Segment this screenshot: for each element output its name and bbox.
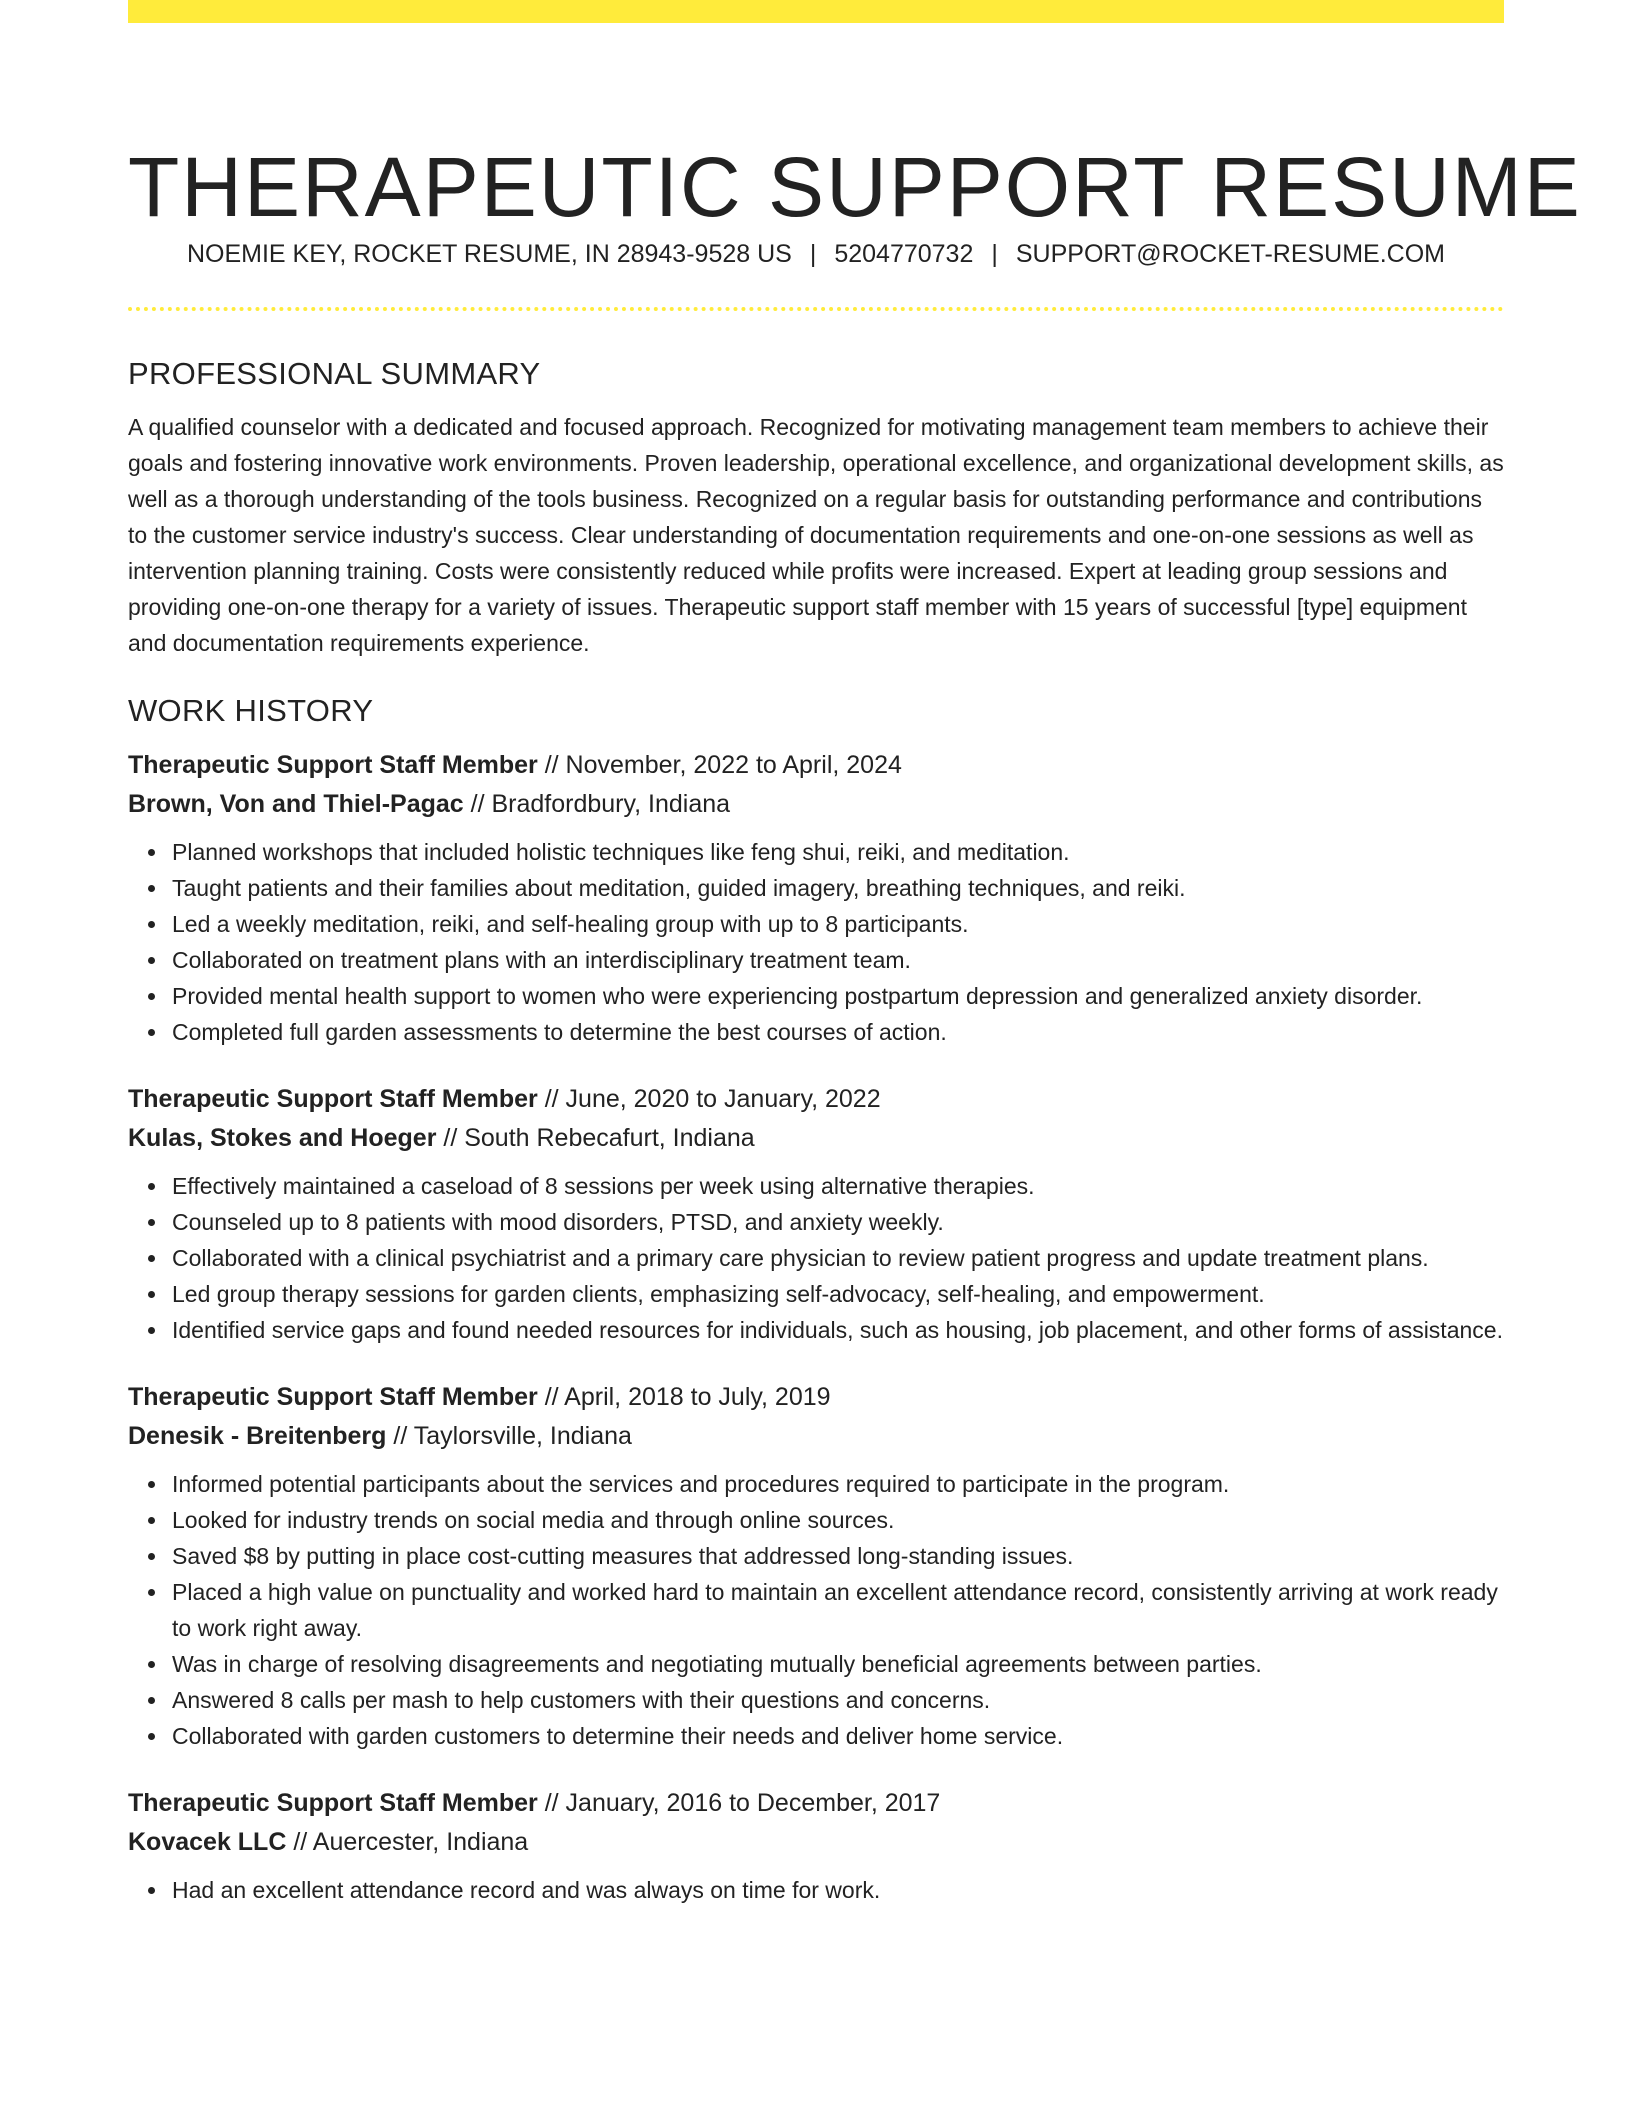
resume-page [128,0,1582,2112]
contact-email: SUPPORT@ROCKET-RESUME.COM [1015,240,1446,268]
job-bullet: Completed full garden assessments to determine the best courses of action. [172,1014,1504,1050]
contact-phone: 5204770732 [834,240,974,268]
job-bullet-list [128,834,1504,1050]
job-bullet: Led a weekly meditation, reiki, and self-healing group with up to 8 participants. [172,906,1504,942]
job-entry [128,1378,1504,1754]
job-bullet: Planned workshops that included holistic techniques like feng shui, reiki, and meditation. [172,834,1504,870]
accent-top-bar [128,0,1504,23]
job-bullet: Looked for industry trends on social media and through online sources. [172,1502,1504,1538]
job-title: Therapeutic Support Staff Member [128,1789,538,1817]
summary-heading: PROFESSIONAL SUMMARY [128,356,541,391]
job-company: Kulas, Stokes and Hoeger [128,1124,437,1152]
job-bullet-list [128,1872,1504,1908]
job-location: // Auercester, Indiana [286,1828,529,1856]
job-bullet-list [128,1466,1504,1754]
job-bullet: Was in charge of resolving disagreements and negotiating mutually beneficial agreements between parties. [172,1646,1504,1682]
job-location: // Taylorsville, Indiana [386,1422,632,1450]
work-history-list [128,746,1504,1908]
job-title-line [128,746,1504,785]
job-bullet: Had an excellent attendance record and was always on time for work. [172,1872,1504,1908]
job-entry [128,1784,1504,1908]
job-bullet: Informed potential participants about the services and procedures required to participate in the program. [172,1466,1504,1502]
job-bullet: Answered 8 calls per mash to help customers with their questions and concerns. [172,1682,1504,1718]
job-bullet: Counseled up to 8 patients with mood disorders, PTSD, and anxiety weekly. [172,1204,1504,1240]
job-company-line [128,1119,1504,1158]
job-bullet: Identified service gaps and found needed resources for individuals, such as housing, job placement, and other forms of assistance. [172,1312,1504,1348]
job-company: Denesik - Breitenberg [128,1422,387,1450]
work-history-heading: WORK HISTORY [128,693,374,728]
contact-address: NOEMIE KEY, ROCKET RESUME, IN 28943-9528 US [186,240,792,268]
job-bullet: Collaborated with a clinical psychiatrist and a primary care physician to review patient progress and update treatment plans. [172,1240,1504,1276]
contact-separator: | [809,240,817,268]
job-bullet: Effectively maintained a caseload of 8 sessions per week using alternative therapies. [172,1168,1504,1204]
job-title: Therapeutic Support Staff Member [128,1085,538,1113]
job-dates: // June, 2020 to January, 2022 [537,1085,881,1113]
job-location: // South Rebecafurt, Indiana [436,1124,755,1152]
job-company-line [128,1823,1504,1862]
job-company: Brown, Von and Thiel-Pagac [128,790,464,818]
job-bullet: Collaborated with garden customers to determine their needs and deliver home service. [172,1718,1504,1754]
job-company: Kovacek LLC [128,1828,287,1856]
contact-separator: | [991,240,998,268]
job-bullet: Placed a high value on punctuality and worked hard to maintain an excellent attendance record, consistently arriving at work ready to work right away. [172,1574,1504,1646]
job-title-line [128,1784,1504,1823]
job-entry [128,746,1504,1050]
job-bullet: Taught patients and their families about meditation, guided imagery, breathing techniques, and reiki. [172,870,1504,906]
job-bullet: Saved $8 by putting in place cost-cutting measures that addressed long-standing issues. [172,1538,1504,1574]
resume-title: THERAPEUTIC SUPPORT RESUME [128,140,1582,235]
job-company-line [128,1417,1504,1456]
summary-text: A qualified counselor with a dedicated and focused approach. Recognized for motivating management team members to achieve their goals and fostering innovative work environments. Proven leadership, operational excellence, and organizational development skills, as well as a thorough understanding of the tools business. Recognized on a regular basis for outstanding performance and contributions to the customer service industry's success. Clear understanding of documentation requirements and one-on-one sessions as well as intervention planning training. Costs were consistently reduced while profits were increased. Expert at leading group sessions and providing one-on-one therapy for a variety of issues. Therapeutic support staff member with 15 years of successful [type] equipment and documentation requirements experience. [128,414,1504,656]
job-bullet: Provided mental health support to women who were experiencing postpartum depression and generalized anxiety disorder. [172,978,1504,1014]
job-entry [128,1080,1504,1348]
job-company-line [128,785,1504,824]
job-dates: // April, 2018 to July, 2019 [537,1383,831,1411]
job-title: Therapeutic Support Staff Member [128,1383,538,1411]
job-title: Therapeutic Support Staff Member [128,751,538,779]
job-dates: // January, 2016 to December, 2017 [537,1789,941,1817]
dotted-divider [128,307,1504,311]
job-location: // Bradfordbury, Indiana [463,790,731,818]
job-bullet: Collaborated on treatment plans with an interdisciplinary treatment team. [172,942,1504,978]
resume-content [128,352,1504,1938]
job-title-line [128,1378,1504,1417]
job-title-line [128,1080,1504,1119]
job-bullet: Led group therapy sessions for garden clients, emphasizing self-advocacy, self-healing, and empowerment. [172,1276,1504,1312]
job-dates: // November, 2022 to April, 2024 [537,751,902,779]
job-bullet-list [128,1168,1504,1348]
contact-line [128,236,1504,272]
